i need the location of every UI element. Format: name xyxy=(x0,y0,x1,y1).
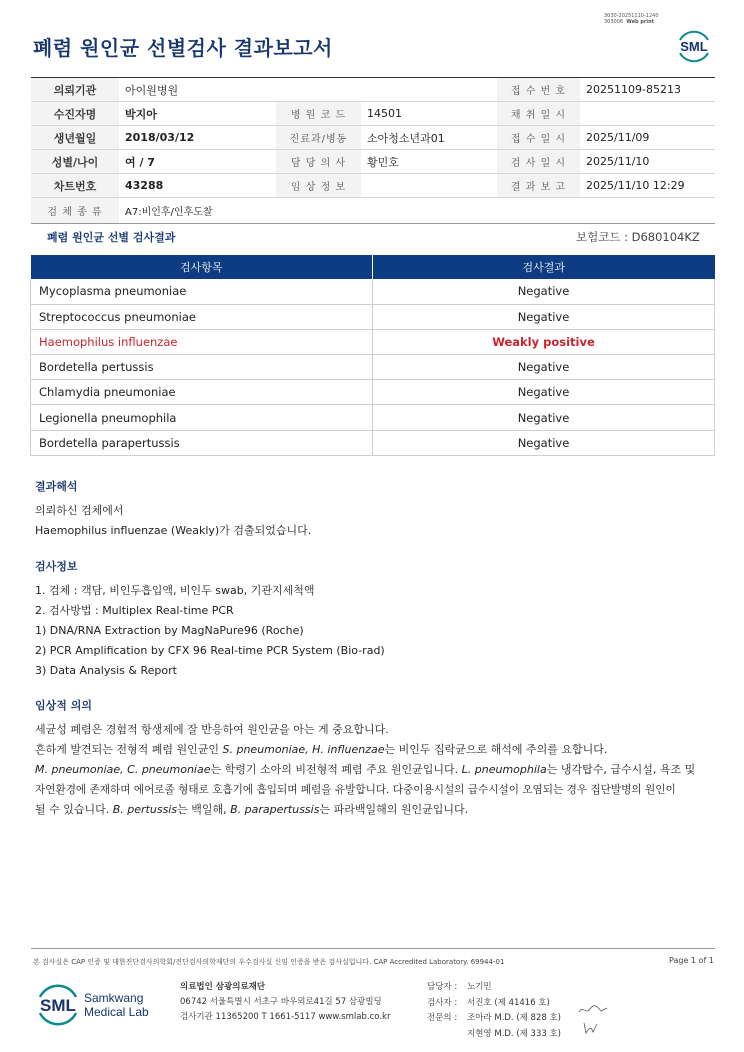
test-item: Legionella pneumophila xyxy=(31,405,373,430)
column-header-test-item: 검사항목 xyxy=(31,255,373,279)
table-row xyxy=(31,279,715,304)
organization-contact: 검사기관 11365200 T 1661-5117 www.smlab.co.kr xyxy=(180,1012,391,1022)
label-clinical-info: 임 상 정 보 xyxy=(276,174,361,198)
svg-text:Medical Lab: Medical Lab xyxy=(84,1005,149,1019)
clinical-info-value xyxy=(361,174,497,198)
svg-text:Samkwang: Samkwang xyxy=(84,991,144,1005)
test-item: Mycoplasma pneumoniae xyxy=(31,279,373,304)
clinical-text: 될 수 있습니다. B. pertussis는 백일해, B. parapertussis는 파라백일해의 원인균입니다. xyxy=(35,803,469,816)
table-row xyxy=(31,355,715,380)
test-item: Bordetella parapertussis xyxy=(31,430,373,455)
test-info-line: 1. 검체 : 객담, 비인두흡입액, 비인두 swab, 기관지세척액 xyxy=(35,584,315,597)
staff-row: 전문의 : 조아라 M.D. (제 828 호) xyxy=(427,1013,562,1023)
report-title: 폐렴 원인균 선별검사 결과보고서 xyxy=(33,36,333,60)
patient-name-value: 박지아 xyxy=(119,102,276,126)
clinical-text: 흔하게 발견되는 전형적 폐렴 원인균인 S. pneumoniae, H. influenzae는 비인두 집락균으로 해석에 주의를 요합니다. xyxy=(35,743,608,756)
test-info-heading: 검사정보 xyxy=(35,560,78,573)
department-value: 소아청소년과01 xyxy=(361,126,497,150)
results-table xyxy=(30,255,715,456)
label-sex-age: 성별/나이 xyxy=(31,150,119,174)
test-info-section xyxy=(35,558,385,681)
clinical-heading: 임상적 의의 xyxy=(35,699,92,712)
document-code-line-2: 303006 Web print xyxy=(604,19,655,25)
insurance-code: 보험코드 : D680104KZ xyxy=(576,230,700,244)
svg-text:SML: SML xyxy=(40,996,76,1015)
label-received-date: 접 수 일 시 xyxy=(497,126,580,150)
interpretation-text: Haemophilus influenzae (Weakly)가 검출되었습니다. xyxy=(35,524,312,537)
test-info-line: 3) Data Analysis & Report xyxy=(35,664,177,677)
patient-info-table xyxy=(31,77,715,224)
test-info-line: 2. 검사방법 : Multiplex Real-time PCR xyxy=(35,604,234,617)
test-result: Negative xyxy=(373,380,715,405)
web-print-label: Web print xyxy=(626,19,655,25)
footer-divider xyxy=(31,948,715,949)
physician-value: 황민호 xyxy=(361,150,497,174)
received-date-value: 2025/11/09 xyxy=(580,126,715,150)
table-row xyxy=(31,405,715,430)
interpretation-text: 의뢰하신 검체에서 xyxy=(35,504,124,517)
test-item: Streptococcus pneumoniae xyxy=(31,304,373,329)
label-chart-number: 차트번호 xyxy=(31,174,119,198)
staff-list xyxy=(427,980,561,1042)
clinical-text: 자연환경에 존재하며 에어로졸 형태로 호흡기에 흡입되며 폐렴을 유발합니다. 다중이용시설의 급수시설이 오염되는 경우 집단발병의 원인이 xyxy=(35,784,676,796)
accession-number-value: 20251109-85213 xyxy=(580,78,715,102)
test-item: Bordetella pertussis xyxy=(31,355,373,380)
test-result: Negative xyxy=(373,405,715,430)
label-department: 진료과/병동 xyxy=(276,126,361,150)
clinical-significance-section xyxy=(35,697,725,820)
label-collection-date: 채 취 일 시 xyxy=(497,102,580,126)
test-info-line: 1) DNA/RNA Extraction by MagNaPure96 (Roche) xyxy=(35,624,304,637)
test-result: Negative xyxy=(373,355,715,380)
clinical-text: 세균성 폐렴은 경험적 항생제에 잘 반응하여 원인균을 아는 게 중요합니다. xyxy=(35,723,389,736)
test-result: Negative xyxy=(373,430,715,455)
info-row xyxy=(31,198,715,224)
test-item: Haemophilus influenzae xyxy=(31,329,373,354)
table-row-positive xyxy=(31,329,715,354)
info-row xyxy=(31,150,715,174)
info-row xyxy=(31,174,715,198)
info-row xyxy=(31,102,715,126)
info-row xyxy=(31,78,715,102)
signature-1 xyxy=(577,1003,609,1017)
label-hospital-code: 병 원 코 드 xyxy=(276,102,361,126)
interpretation-section xyxy=(35,478,311,541)
clinical-text: M. pneumoniae, C. pneumoniae는 학령기 소아의 비전형적 폐렴 주요 원인균입니다. L. pneumophila는 냉각탑수, 급수시설, 욕조 및 xyxy=(35,763,696,776)
column-header-test-result: 검사결과 xyxy=(373,255,715,279)
requesting-institution-value: 아이원병원 xyxy=(119,78,497,102)
organization-address: 06742 서울특별시 서초구 바우뫼로41길 57 삼광빌딩 xyxy=(180,997,382,1007)
label-accession-number: 접 수 번 호 xyxy=(497,78,580,102)
interpretation-heading: 결과해석 xyxy=(35,480,78,493)
staff-row: 검사자 : 서진호 (제 41416 호) xyxy=(427,997,550,1008)
svg-text:SML: SML xyxy=(680,39,708,54)
test-result: Weakly positive xyxy=(373,329,715,354)
sml-logo-icon xyxy=(37,982,162,1028)
test-item: Chlamydia pneumoniae xyxy=(31,380,373,405)
table-row xyxy=(31,380,715,405)
results-header-row xyxy=(31,255,715,279)
report-date-value: 2025/11/10 12:29 xyxy=(580,174,715,198)
label-physician: 담 당 의 사 xyxy=(276,150,361,174)
sml-logo xyxy=(674,26,714,66)
chart-number-value: 43288 xyxy=(119,174,276,198)
organization-name: 의료법인 삼광의료재단 xyxy=(180,982,266,992)
label-test-date: 검 사 일 시 xyxy=(497,150,580,174)
results-section-title: 폐렴 원인균 선별 검사결과 xyxy=(47,231,176,244)
test-result: Negative xyxy=(373,279,715,304)
test-date-value: 2025/11/10 xyxy=(580,150,715,174)
label-specimen-type: 검 체 종 류 xyxy=(31,198,119,224)
organization-info xyxy=(180,980,390,1025)
signature-2 xyxy=(581,1020,601,1036)
accreditation-note: 본 검사실은 CAP 인증 및 대한진단검사의학회/진단검사의학재단의 우수검사실 신임 인증을 받은 검사실입니다. CAP Accredited Laboratory. 69944-01 xyxy=(33,958,505,966)
sex-age-value: 여 / 7 xyxy=(119,150,276,174)
specimen-type-value: A7:비인후/인후도찰 xyxy=(119,198,715,224)
table-row xyxy=(31,430,715,455)
info-row xyxy=(31,126,715,150)
collection-date-value xyxy=(580,102,715,126)
document-code-line-1: 3030-20251110-1240 xyxy=(604,13,659,19)
page-number: Page 1 of 1 xyxy=(669,956,714,965)
label-patient-name: 수진자명 xyxy=(31,102,119,126)
samkwang-logo xyxy=(37,982,162,1032)
staff-row: 지현영 M.D. (제 333 호) xyxy=(467,1028,562,1039)
table-row xyxy=(31,304,715,329)
hospital-code-value: 14501 xyxy=(361,102,497,126)
document-code xyxy=(604,13,659,25)
birth-date-value: 2018/03/12 xyxy=(119,126,276,150)
label-birth-date: 생년월일 xyxy=(31,126,119,150)
test-info-line: 2) PCR Amplification by CFX 96 Real-time PCR System (Bio-rad) xyxy=(35,644,385,657)
staff-row: 담당자 : 노기민 xyxy=(427,982,492,992)
label-report-date: 결 과 보 고 xyxy=(497,174,580,198)
test-result: Negative xyxy=(373,304,715,329)
label-requesting-institution: 의뢰기관 xyxy=(31,78,119,102)
